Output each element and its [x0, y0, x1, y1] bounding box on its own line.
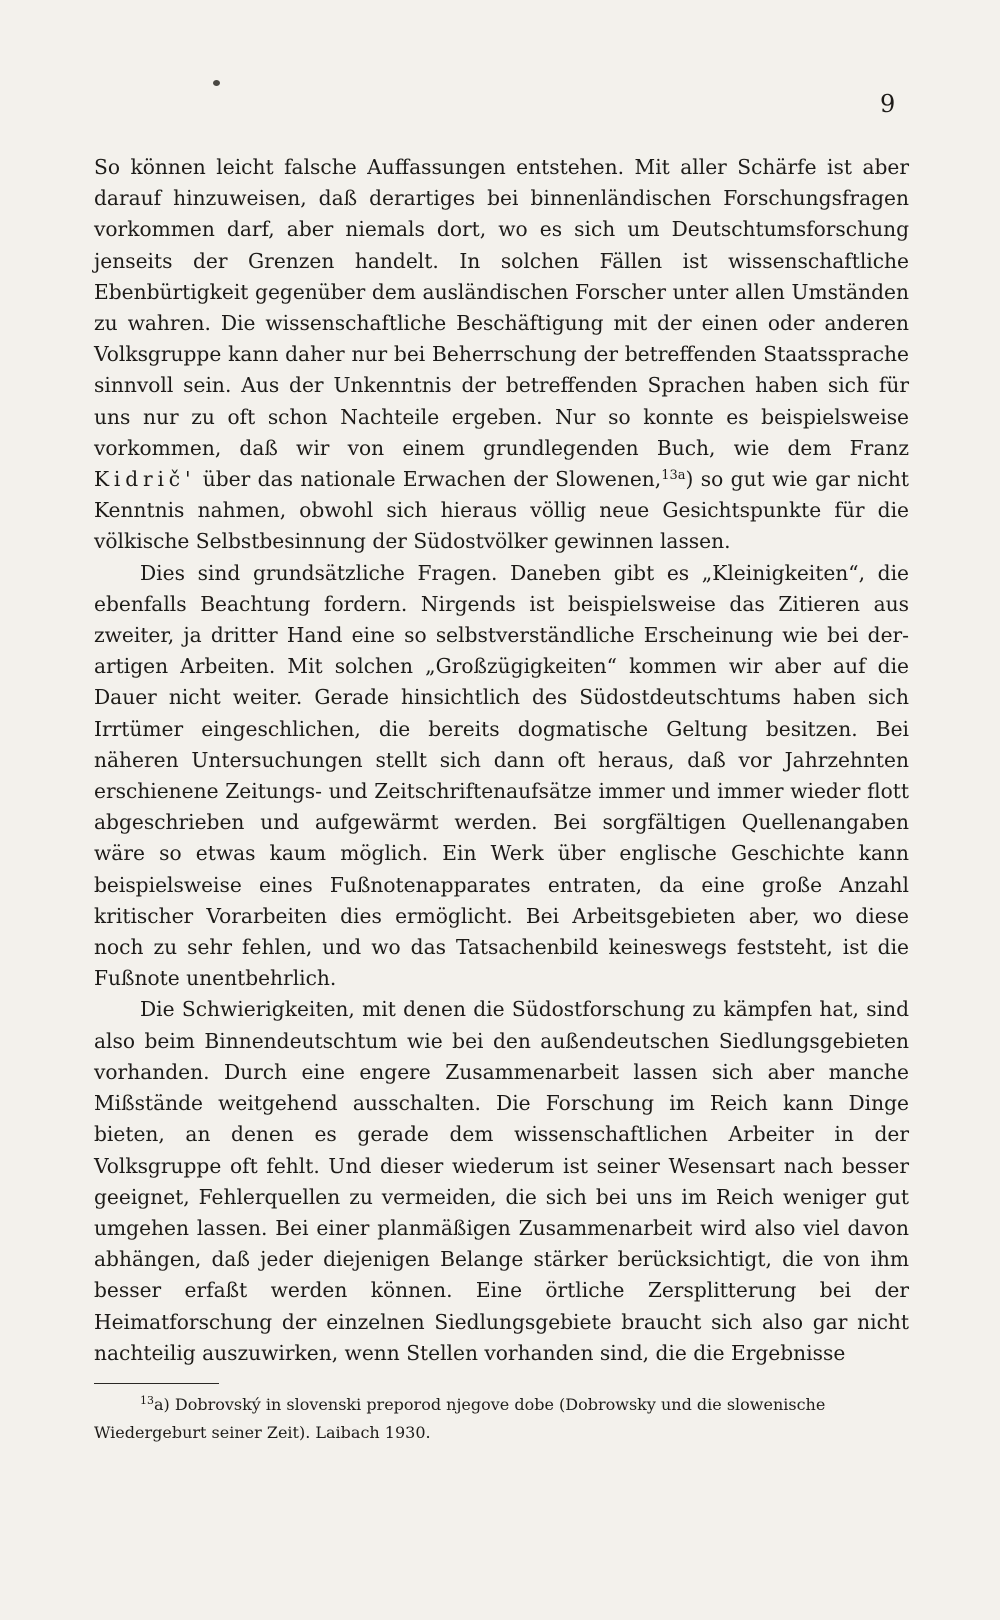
author-name: Kidrič': [94, 467, 196, 492]
footnote-marker: 13: [140, 1394, 154, 1407]
footnote-text: a) Dobrovský in slovenski preporod njegove dobe (Dobrowsky und die slowenische Wiedergeburt seiner Zeit). Laibach 1930.: [94, 1395, 826, 1442]
footnote: [94, 1391, 909, 1447]
body-text: [94, 152, 909, 1369]
paragraph-1-part-a: So können leicht falsche Auffassungen entstehen. Mit aller Schärfe ist aber darauf hinzuweisen, daß derartiges bei binnenländischen Forschungsfragen vorkommen darf, aber niemals dort, wo es sich um Deutschtumsforschung jenseits der Grenzen handelt. In solchen Fällen ist wissenschaftliche Ebenbürtigkeit gegenüber dem ausländischen Forscher unter allen Umständen zu wahren. Die wissenschaftliche Beschäftigung mit der einen oder anderen Volksgruppe kann daher nur bei Beherrschung der betreffenden Staatssprache sinnvoll sein. Aus der Unkenntnis der betreffenden Sprachen haben sich für uns nur zu oft schon Nachteile ergeben. Nur so konnte es beispielsweise vorkommen, daß wir von einem grundlegenden Buch, wie dem Franz: [94, 155, 909, 460]
paragraph-1-part-c: ) so gut wie gar nicht Kenntnis nahmen, obwohl sich hieraus völlig neue Gesichtspunkte für die völkische Selbstbesinnung der Südostvölker gewinnen lassen.: [94, 467, 909, 554]
footnote-reference: 13a: [661, 468, 686, 484]
paragraph-1: [94, 152, 909, 558]
page-number: 9: [880, 90, 896, 118]
paragraph-1-part-b: über das nationale Erwachen der Slowenen,: [195, 467, 662, 492]
footnote-divider: [94, 1383, 219, 1384]
paragraph-3: Die Schwierigkeiten, mit denen die Südostforschung zu kämpfen hat, sind also beim Binnendeutschtum wie bei den außendeutschen Siedlungsgebieten vorhanden. Durch eine engere Zusammenarbeit lassen sich aber manche Mißstände weitgehend ausschalten. Die Forschung im Reich kann Dinge bieten, an denen es gerade dem wissenschaftlichen Arbeiter in der Volksgruppe oft fehlt. Und dieser wiederum ist seiner Wesensart nach besser geeignet, Fehlerquellen zu vermeiden, die sich bei uns im Reich weniger gut umgehen lassen. Bei einer planmäßigen Zusammenarbeit wird also viel davon abhängen, daß jeder diejenigen Belange stärker berücksichtigt, die von ihm besser erfaßt werden können. Eine örtliche Zersplitterung bei der Heimatforschung der einzelnen Siedlungsgebiete braucht sich also gar nicht nachteilig auszuwirken, wenn Stellen vorhanden sind, die die Ergebnisse: [94, 997, 909, 1365]
paragraph-2: Dies sind grundsätzliche Fragen. Daneben gibt es „Kleinigkeiten“, die ebenfalls Beachtung fordern. Nirgends ist beispielsweise das Zitieren aus zweiter, ja dritter Hand eine so selbstverständliche Erscheinung wie bei derartigen Arbeiten. Mit solchen „Großzügigkeiten“ kommen wir aber auf die Dauer nicht weiter. Gerade hinsichtlich des Südostdeutschtums haben sich Irrtümer eingeschlichen, die bereits dogmatische Geltung besitzen. Bei näheren Untersuchungen stellt sich dann oft heraus, daß vor Jahrzehnten erschienene Zeitungs- und Zeitschriftenaufsätze immer und immer wieder flott abgeschrieben und aufgewärmt werden. Bei sorgfältigen Quellenangaben wäre so etwas kaum möglich. Ein Werk über englische Geschichte kann beispielsweise eines Fußnotenapparates entraten, da eine große Anzahl kritischer Vorarbeiten dies ermöglicht. Bei Arbeitsgebieten aber, wo diese noch zu sehr fehlen, und wo das Tatsachenbild keineswegs feststeht, ist die Fußnote unentbehrlich.: [94, 560, 909, 991]
ink-speck: [213, 80, 220, 86]
